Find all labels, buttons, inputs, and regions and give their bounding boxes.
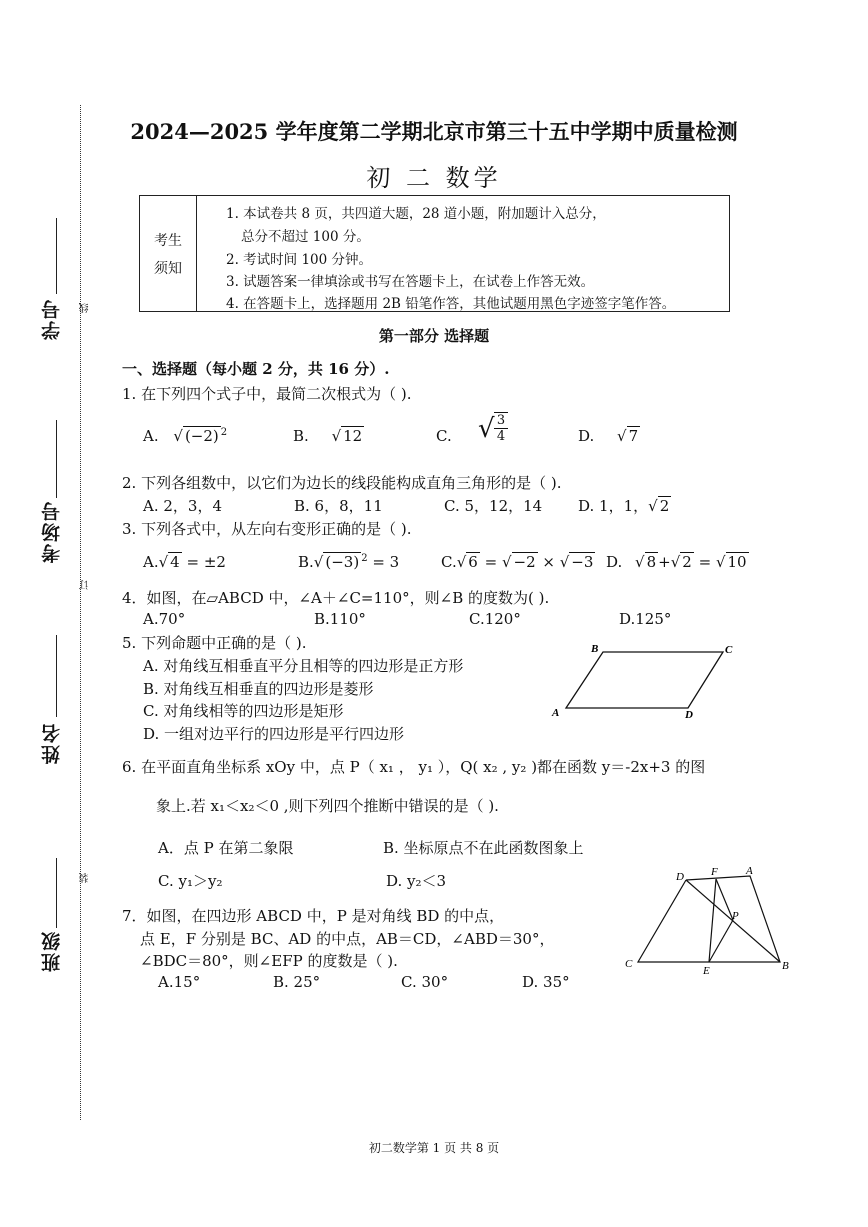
q3-b-radicand: (−3) (325, 553, 360, 571)
q2-option-c: C. 5，12，14 (444, 497, 543, 515)
q3-d-eq: = (693, 553, 716, 571)
q6-stem-2: 象上.若 x₁＜x₂＜0 ,则下列四个推断中错误的是（ ). (156, 797, 499, 815)
q4-option-c: C.120° (469, 610, 521, 628)
quadrilateral-figure (620, 862, 800, 977)
q5-option-a: A. 对角线互相垂直平分且相等的四边形是正方形 (143, 657, 464, 675)
label-e: E (703, 965, 710, 977)
q3-d-label: D. (606, 553, 623, 571)
q1-option-b: B. √ 12 (293, 427, 363, 445)
notice-line-1: 1. 本试卷共 8 页，共四道大题，28 道小题，附加题计入总分， (226, 206, 606, 222)
q7-stem-3: ∠BDC＝80°，则∠EFP 的度数是（ ). (140, 952, 398, 970)
q3-c-eq: = (479, 553, 502, 571)
label-c: C (725, 644, 733, 656)
label-c: C (625, 958, 633, 970)
q1-a-label: A. (143, 427, 159, 445)
q3-c-times: × (537, 553, 560, 571)
q2-option-a: A. 2，3，4 (143, 497, 222, 515)
side-label-kaochanghao: 考场号 (41, 500, 63, 563)
q1-option-a: A. √ (−2) $^2$ (143, 427, 228, 445)
q1-a-radicand: (−2) (184, 427, 219, 445)
page-footer: 初二数学第 1 页 共 8 页 (368, 1141, 500, 1155)
side-mark-zhuang: 装 (80, 873, 91, 883)
q7-option-d: D. 35° (522, 973, 570, 991)
q3-a-radicand: 4 (170, 553, 180, 571)
notice-line-2: 2. 考试时间 100 分钟。 (226, 252, 373, 268)
q3-c-r1: 6 (468, 553, 478, 571)
q3-c-label: C. (441, 553, 457, 571)
part-heading: 一、选择题（每小题 2 分，共 16 分）. (122, 360, 390, 378)
q3-option-a: A.√ 4 = ±2 (143, 553, 226, 571)
q4-stem: 4．如图，在▱ABCD 中，∠A＋∠C=110°，则∠B 的度数为( ). (122, 589, 550, 607)
q6-option-c: C. y₁＞y₂ (158, 872, 223, 890)
q3-d-r2: 2 (682, 553, 692, 571)
side-mark-ding: 订 (80, 580, 91, 590)
q1-b-radicand: 12 (343, 427, 363, 445)
q6-option-d: D. y₂＜3 (386, 872, 447, 890)
q2-d-radicand: 2 (659, 497, 670, 515)
q1-d-label: D. (578, 427, 595, 445)
q6-option-b: B. 坐标原点不在此函数图象上 (383, 839, 584, 857)
q7-option-b: B. 25° (273, 973, 321, 991)
notice-label-cell (140, 196, 197, 311)
q3-c-r2: −2 (513, 553, 536, 571)
q4-option-d: D.125° (619, 610, 672, 628)
exam-title: 2024—2025 学年度第二学期北京市第三十五中学期中质量检测 (130, 119, 738, 144)
q1-option-d: D. √ 7 (578, 427, 639, 445)
exam-subtitle: 初 二 数学 (366, 164, 502, 192)
q7-stem-1: 7．如图，在四边形 ABCD 中，P 是对角线 BD 的中点， (122, 907, 505, 925)
q7-option-c: C. 30° (401, 973, 449, 991)
side-label-banji: 班级 (41, 930, 63, 972)
kaochanghao-blank (56, 420, 57, 498)
q2-option-b: B. 6，8，11 (294, 497, 383, 515)
parallelogram-figure (548, 640, 748, 722)
q7-stem-2: 点 E，F 分别是 BC、AD 的中点，AB＝CD，∠ABD＝30°， (140, 930, 555, 948)
q1-option-c (436, 427, 452, 445)
q3-a-label: A. (143, 553, 159, 571)
notice-line-1b: 总分不超过 100 分。 (241, 229, 370, 245)
q3-b-label: B. (298, 553, 314, 571)
q2-d-text: D. 1，1， (578, 497, 649, 515)
xingming-blank (56, 635, 57, 717)
q5-stem: 5. 下列命题中正确的是（ ). (122, 634, 307, 652)
label-b: B (591, 643, 599, 655)
side-mark-xian: 线 (80, 303, 91, 313)
label-f: F (711, 866, 718, 878)
banji-blank (56, 858, 57, 928)
q3-stem: 3. 下列各式中，从左向右变形正确的是（ ). (122, 520, 412, 538)
q5-option-d: D. 一组对边平行的四边形是平行四边形 (143, 725, 405, 743)
q3-b-exp: 2 (361, 553, 368, 564)
q3-option-b: B.√ (−3) $^2$ = 3 (298, 553, 400, 571)
parallelogram-abcd (566, 652, 723, 708)
q1-c-denominator: 4 (494, 428, 508, 444)
q1-a-exp: 2 (220, 427, 228, 438)
section-heading: 第一部分 选择题 (378, 327, 490, 345)
label-p: P (732, 910, 739, 922)
label-d: D (676, 871, 684, 883)
q3-d-plus: + (658, 553, 671, 571)
q3-b-rest: = 3 (367, 553, 400, 571)
label-b: B (782, 960, 789, 972)
q4-option-b: B.110° (314, 610, 366, 628)
label-a: A (746, 865, 753, 877)
q1-c-label: C. (436, 427, 452, 445)
side-label-xingming: 姓名 (41, 722, 63, 764)
q1-stem: 1. 在下列四个式子中，最简二次根式为（ ). (122, 385, 412, 403)
binding-dotted-line (80, 105, 81, 1120)
notice-label-2: 须知 (154, 261, 182, 277)
q3-a-rest: = ±2 (181, 553, 226, 571)
notice-line-4: 4. 在答题卡上，选择题用 2B 铅笔作答，其他试题用黑色字迹签字笔作答。 (226, 296, 676, 312)
q7-option-a: A.15° (158, 973, 201, 991)
xuehao-blank (56, 218, 57, 294)
notice-label-1: 考生 (154, 233, 182, 249)
notice-box (139, 195, 730, 312)
label-d: D (685, 709, 693, 721)
q3-option-c: C.√ 6 = √ −2 × √ −3 (441, 553, 594, 571)
q1-d-radicand: 7 (628, 427, 639, 445)
quadrilateral-abcd (638, 876, 780, 962)
side-label-xuehao: 学号 (41, 298, 63, 340)
q3-d-r1: 8 (646, 553, 657, 571)
q1-c-numerator: 3 (494, 412, 508, 428)
label-a: A (552, 707, 560, 719)
q5-option-c: C. 对角线相等的四边形是矩形 (143, 702, 344, 720)
segment-fe (709, 879, 716, 962)
q6-stem-1: 6. 在平面直角坐标系 xOy 中，点 P（ x₁ ， y₁ ），Q( x₂ , y₂ )都在函数 y＝-2x+3 的图 (122, 758, 706, 776)
q5-option-b: B. 对角线互相垂直的四边形是菱形 (143, 680, 374, 698)
q6-option-a: A．点 P 在第二象限 (158, 839, 294, 857)
q2-stem: 2. 下列各组数中，以它们为边长的线段能构成直角三角形的是（ ). (122, 474, 562, 492)
q3-d-r3: 10 (727, 553, 747, 571)
notice-line-3: 3. 试题答案一律填涂或书写在答题卡上，在试卷上作答无效。 (226, 274, 595, 290)
q3-option-d: D. √ 8 +√ 2 = √ 10 (606, 553, 747, 571)
q3-c-r3: −3 (571, 553, 594, 571)
q4-option-a: A.70° (143, 610, 186, 628)
q2-option-d: D. 1，1，√ 2 (578, 497, 670, 515)
q1-b-label: B. (293, 427, 309, 445)
